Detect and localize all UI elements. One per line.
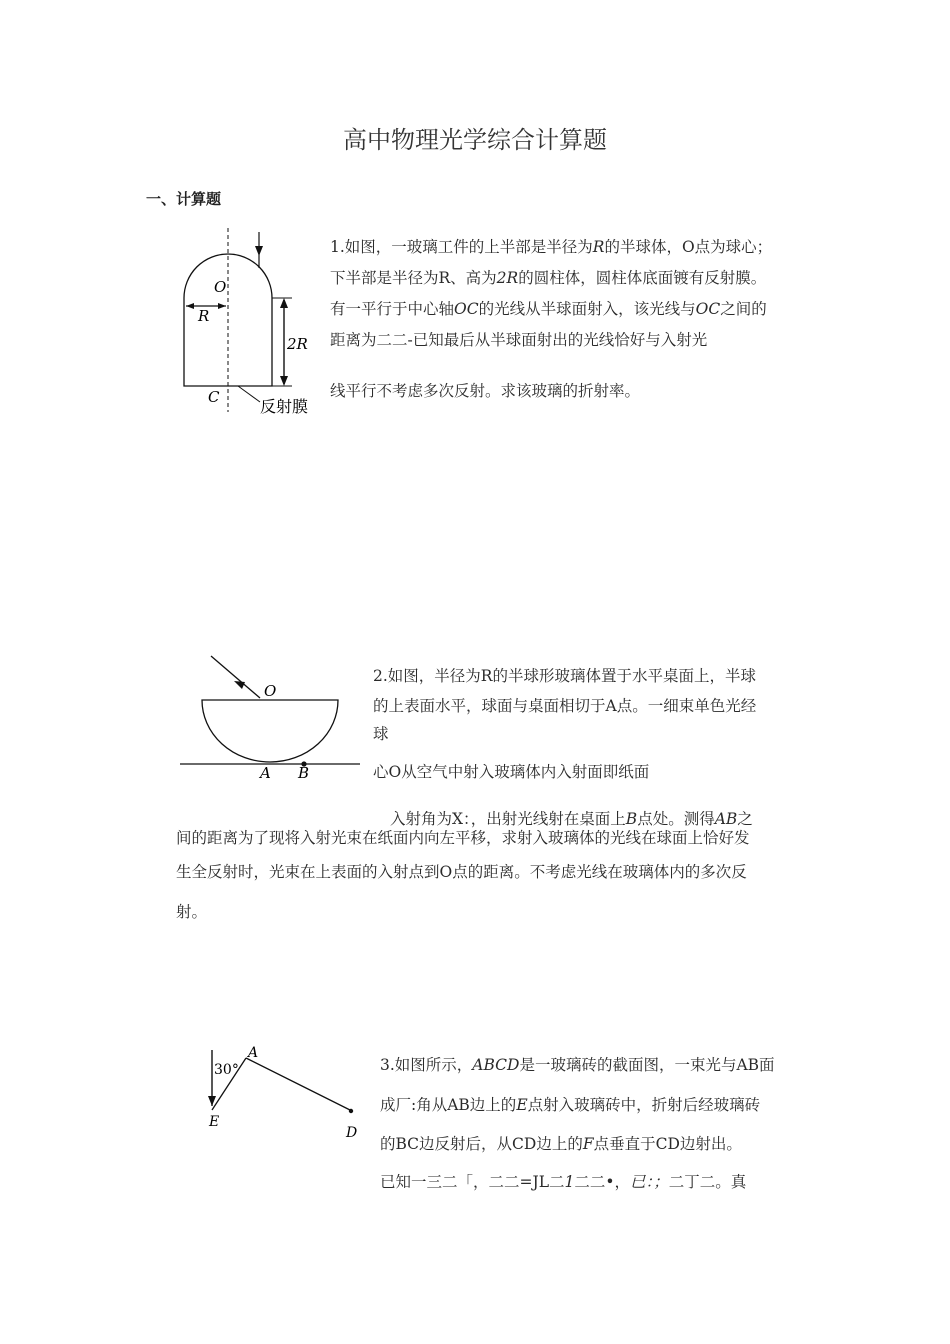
q2-line-7: 生全反射时，光束在上表面的入射点到O点的距离。不考虑光线在玻璃体内的多次反 [176, 863, 747, 881]
q2-label-o: O [264, 682, 277, 700]
q1-line-1: 1.如图，一玻璃工件的上半部是半径为R的半球体，O点为球心； [330, 238, 773, 256]
q1-label-o: O [214, 278, 227, 296]
q2-line-8: 射。 [176, 903, 208, 921]
q1-line-2: 下半部是半径为R、高为2R的圆柱体，圆柱体底面镀有反射膜。 [330, 269, 767, 287]
q3-line-2: 成厂:角从AB边上的E点射入玻璃砖中，折射后经玻璃砖 [380, 1096, 761, 1114]
q1-label-film: 反射膜 [260, 397, 309, 416]
q2-line-3: 球 [373, 725, 389, 743]
q3-line-3: 的BC边反射后，从CD边上的F点垂直于CD边射出。 [380, 1135, 742, 1153]
q2-line-6: 间的距离为了现将入射光束在纸面内向左平移，求射入玻璃体的光线在球面上恰好发 [176, 829, 750, 847]
q1-line-4: 距离为二二-已知最后从半球面射出的光线恰好与入射光 [330, 331, 708, 349]
q2-label-a: A [260, 764, 271, 782]
q3-label-e: E [209, 1114, 220, 1130]
q1-line-3: 有一平行于中心轴OC的光线从半球面射入，该光线与OC之间的 [330, 300, 767, 318]
q3-label-a: A [248, 1045, 259, 1061]
q2-line-5: 入射角为X：，出射光线射在桌面上B点处。测得AB之 [390, 810, 753, 828]
q1-label-r: R [198, 307, 210, 325]
q2-line-1: 2.如图，半径为R的半球形玻璃体置于水平桌面上，半球 [373, 667, 756, 685]
q2-line-4: 心O从空气中射入玻璃体内入射面即纸面 [373, 763, 650, 781]
q2-line-2: 的上表面水平，球面与桌面相切于A点。一细束单色光经 [373, 697, 757, 715]
q3-line-1: 3.如图所示，ABCD是一玻璃砖的截面图，一束光与AB面 [380, 1056, 775, 1074]
section-heading: 一、计算题 [146, 190, 222, 208]
q3-line-4: 已知一三二「，二二=JL二1二二•，已：；二丁二。真 [380, 1173, 747, 1191]
q1-line-5: 线平行不考虑多次反射。求该玻璃的折射率。 [330, 382, 641, 400]
q3-figure [198, 1044, 368, 1144]
q1-figure [176, 226, 326, 418]
page-title: 高中物理光学综合计算题 [343, 126, 607, 154]
q1-label-c: C [208, 388, 220, 406]
q3-label-d: D [346, 1125, 358, 1141]
q3-label-angle: 30° [214, 1062, 239, 1078]
q1-label-2r: 2R [287, 335, 308, 353]
q2-figure [176, 650, 366, 782]
q2-label-b: B [298, 764, 310, 782]
